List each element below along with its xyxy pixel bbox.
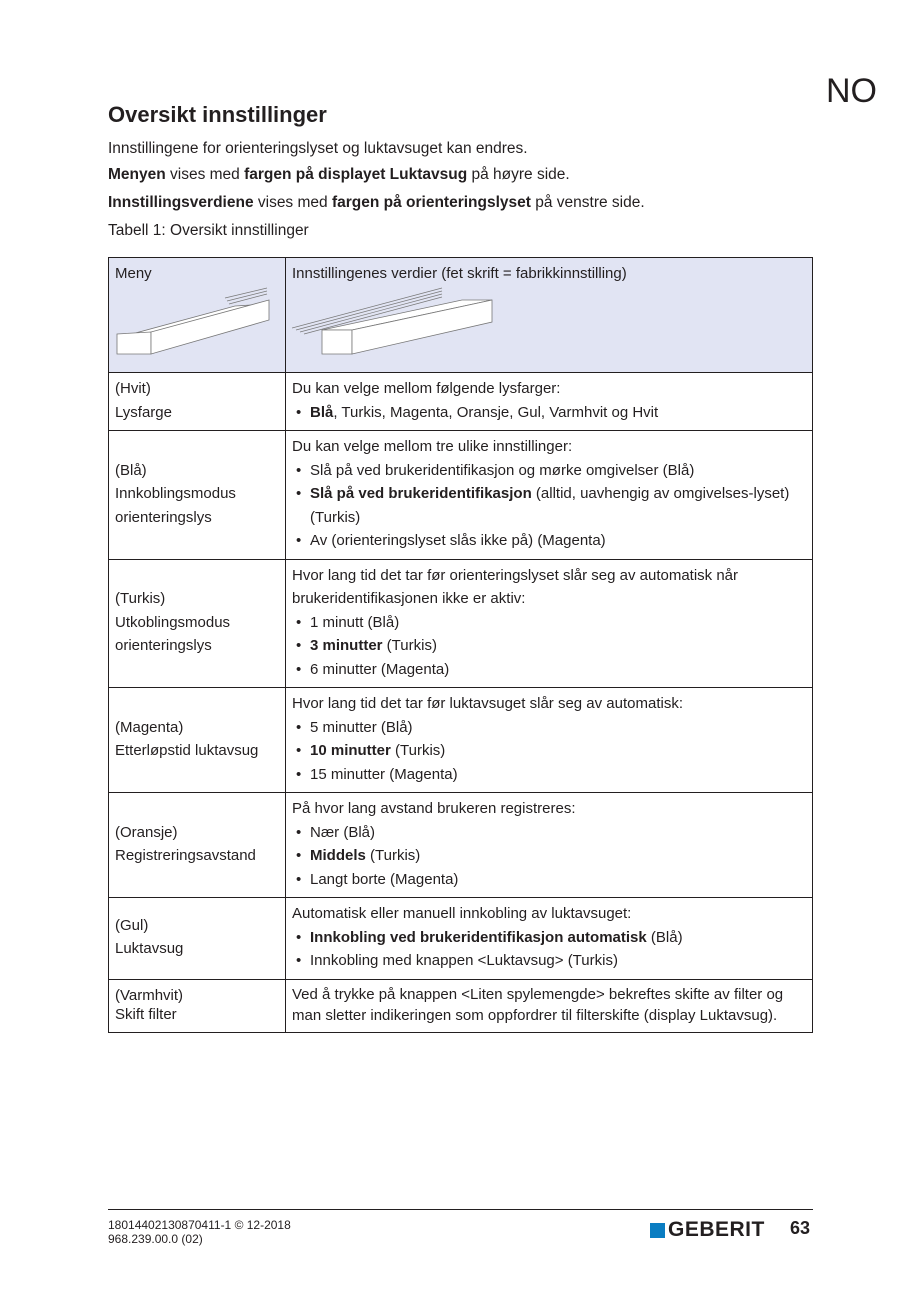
table-row [109,793,813,898]
table-row [109,979,813,1032]
value-option [292,821,806,845]
menu-label: (Varmhvit) [115,986,184,1004]
value-option [292,949,806,973]
value-description [292,564,806,611]
menu-cell [109,431,286,560]
menu-label: Etterløpstid luktavsug [115,742,259,759]
menu-label: orienteringslys [115,637,212,654]
value-option [292,716,806,740]
values-cell [286,688,813,793]
device-illustration-left [115,286,275,356]
header-values-label: Innstillingenes verdier (fet skrift = fabrikkinnstilling) [292,265,627,282]
value-description [292,377,806,401]
bold-text: fargen på displayet Luktavsug [244,166,468,183]
text: 5 minutter (Blå) [310,718,413,736]
text: Slå på ved brukeridentifikasjon og mørke omgivelser (Blå) [310,461,695,479]
menu-label: Luktavsug [115,940,184,958]
text: Av (orienteringslyset slås ikke på) (Magenta) [310,532,606,549]
header-values-cell [286,258,813,373]
menu-cell [109,979,286,1032]
menu-label: (Blå) [115,461,147,479]
doc-number: 968.239.00.0 (02) [108,1232,203,1246]
doc-id: 18014402130870411-1 © 12-2018 [108,1218,291,1232]
value-description [292,984,806,1026]
values-cell [286,559,813,688]
device-illustration-right [292,286,502,356]
text: Langt borte (Magenta) [310,870,459,888]
menu-cell [109,688,286,793]
value-option [292,459,806,483]
bold-text: fargen på orienteringslyset [331,194,531,211]
logo-square-icon [650,1223,665,1238]
menu-label: Registreringsavstand [115,847,256,864]
text: Innstillingene for orienteringslyset og luktavsuget kan endres. [108,140,528,157]
value-option [292,868,806,892]
value-description [292,435,806,459]
value-option [292,658,806,682]
text: Hvor lang tid det tar før orienteringslyset slår seg av automatisk når brukeridentifikasjonen ikke er aktiv: [292,566,739,607]
text: Automatisk eller manuell innkobling av luktavsuget: [292,905,632,922]
values-cell [286,979,813,1032]
header-menu-label: Meny [115,265,152,282]
geberit-logo [650,1218,765,1242]
value-description [292,692,806,716]
menu-cell [109,373,286,431]
text: (Turkis) [382,637,437,654]
menu-cell [109,898,286,980]
value-option [292,926,806,950]
bold-text: Middels [310,847,366,864]
values-cell [286,898,813,980]
table-row [109,373,813,431]
text: Ved å trykke på knappen <Liten spylemengde> bekreftes skifte av filter og man sletter indikeringen som oppfordrer til filterskifte (display Luktavsug). [292,985,784,1024]
menu-label: (Oransje) [115,823,178,841]
page-title: Oversikt innstillinger [108,102,327,127]
table-header-row [109,258,813,373]
text: (Turkis) [365,847,421,864]
bold-text: 10 minutter [310,742,391,759]
text: (alltid, uavhengig av omgivelses-lyset) (Turkis) [310,485,790,526]
text: 6 minutter (Magenta) [310,660,450,678]
bold-text: 3 minutter [310,637,383,654]
intro-paragraph [108,194,645,212]
table-row [109,688,813,793]
menu-label: (Gul) [115,916,149,934]
menu-label: Lysfarge [115,403,172,421]
text: Tabell 1: Oversikt innstillinger [108,222,309,239]
value-option [292,611,806,635]
settings-table [108,257,813,1033]
value-option [292,482,806,529]
text: på venstre side. [530,194,645,211]
menu-label: Utkoblingsmodus [115,613,231,631]
text: Innkobling med knappen <Luktavsug> (Turkis) [310,952,618,969]
values-cell [286,431,813,560]
value-option [292,529,806,553]
bold-text: Innkobling ved brukeridentifikasjon automatisk [310,928,647,946]
value-description [292,797,806,821]
text: vises med [165,166,245,183]
footer-divider [108,1209,813,1210]
bold-text: Menyen [108,166,166,183]
header-menu-cell [109,258,286,373]
menu-label: orienteringslys [115,508,212,526]
text: 15 minutter (Magenta) [310,765,458,783]
text: Hvor lang tid det tar før luktavsuget slår seg av automatisk: [292,695,684,712]
table-caption [108,222,309,240]
table-row [109,559,813,688]
value-option [292,844,806,868]
value-description [292,902,806,926]
menu-label: (Hvit) [115,380,151,397]
text: på høyre side. [467,166,570,183]
language-code: NO [826,72,877,110]
intro-paragraph [108,166,570,184]
value-option [292,401,806,425]
text: (Blå) [646,928,683,946]
menu-label: (Turkis) [115,590,166,607]
menu-cell [109,793,286,898]
text: Du kan velge mellom følgende lysfarger: [292,380,561,397]
text: Nær (Blå) [310,823,376,841]
text: , Turkis, Magenta, Oransje, Gul, Varmhvit og Hvit [333,403,659,421]
values-cell [286,373,813,431]
text: (Turkis) [390,742,446,759]
bold-text: Slå på ved brukeridentifikasjon [310,485,532,502]
value-option [292,739,806,763]
text: Du kan velge mellom tre ulike innstillinger: [292,438,573,455]
table-row [109,431,813,560]
footer-doc-info [108,1218,291,1246]
values-cell [286,793,813,898]
intro-paragraph [108,140,528,158]
text: På hvor lang avstand brukeren registreres: [292,800,576,817]
value-option [292,763,806,787]
logo-text: GEBERIT [668,1218,765,1241]
table-row [109,898,813,980]
menu-label: Innkoblingsmodus [115,485,236,502]
bold-text: Innstillingsverdiene [108,194,254,211]
bold-text: Blå [310,403,334,421]
menu-cell [109,559,286,688]
value-option [292,634,806,658]
page-number: 63 [790,1218,811,1238]
text: 1 minutt (Blå) [310,613,400,631]
menu-label: (Magenta) [115,718,184,736]
menu-label: Skift filter [115,1005,177,1023]
text: vises med [253,194,332,211]
